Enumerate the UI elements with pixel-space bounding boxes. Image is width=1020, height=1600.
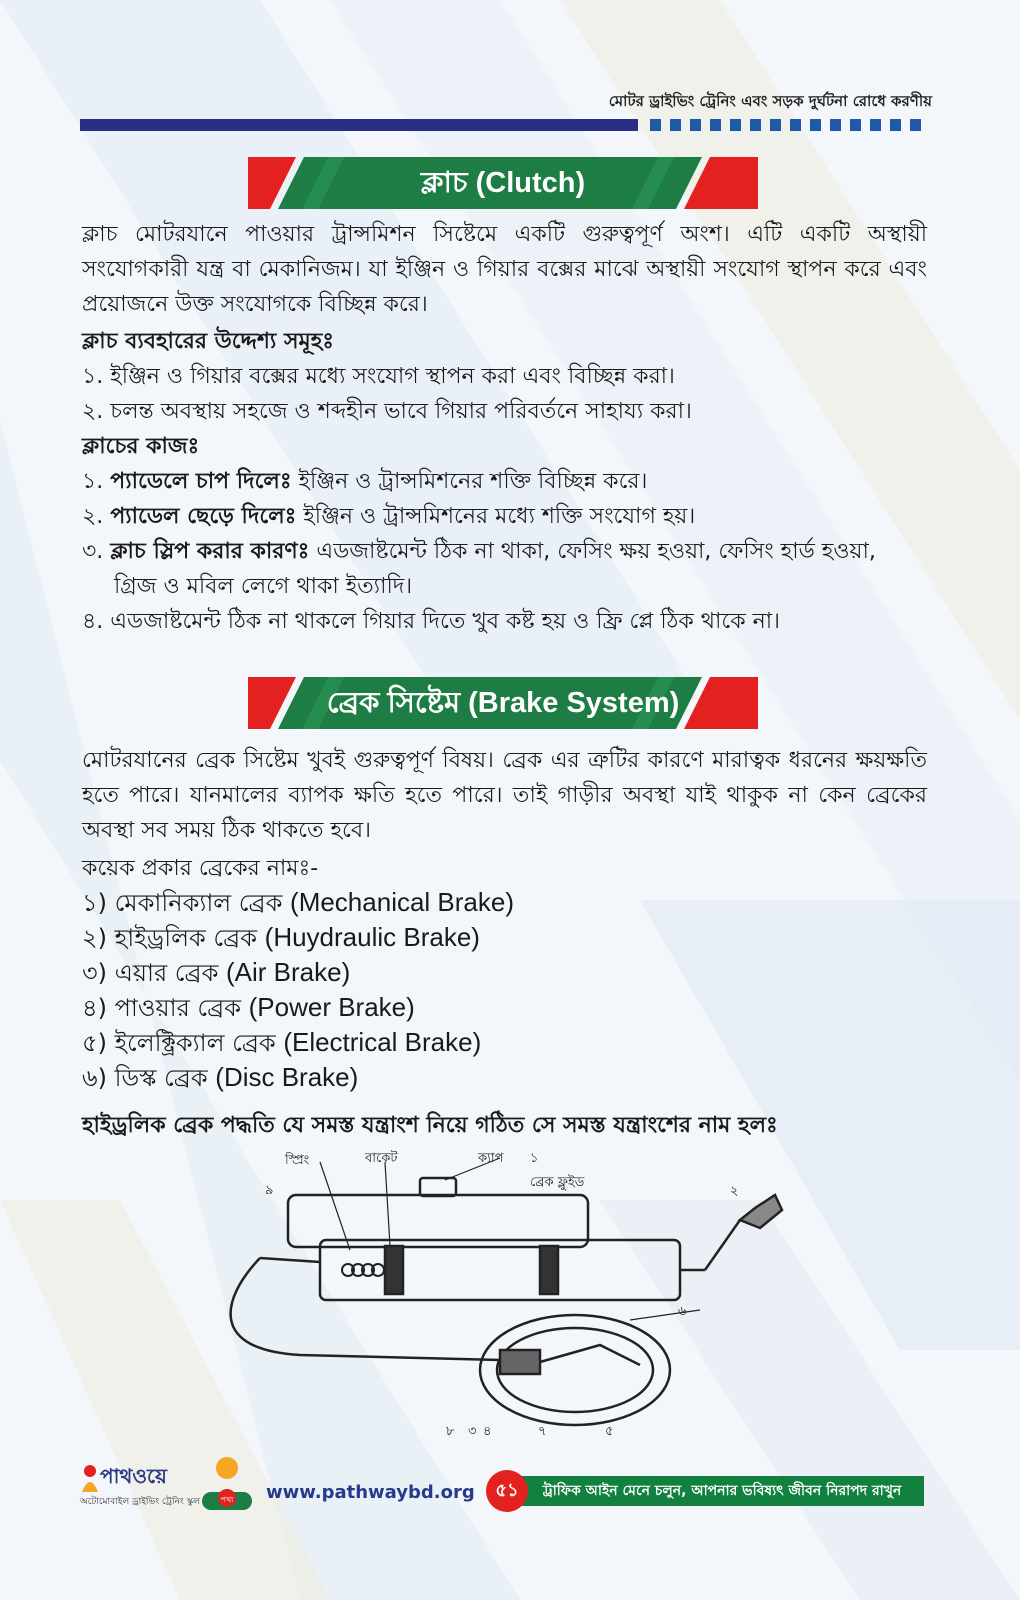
push-rod bbox=[705, 1220, 740, 1270]
brake-type-en: (Disc Brake) bbox=[215, 1062, 359, 1092]
person-icon bbox=[196, 1454, 258, 1516]
brake-type-item bbox=[82, 955, 350, 991]
clutch-functions-heading: ক্লাচের কাজঃ bbox=[82, 434, 200, 459]
brake-type-bn: ২) হাইড্রলিক ব্রেক bbox=[82, 924, 265, 952]
wheel-cylinder bbox=[500, 1350, 540, 1374]
hydraulic-parts-heading: হাইড্রলিক ব্রেক পদ্ধতি যে সমস্ত যন্ত্রাংশ নিয়ে গঠিত সে সমস্ত যন্ত্রাংশের নাম হলঃ bbox=[82, 1113, 778, 1138]
brake-type-item bbox=[82, 885, 514, 921]
clutch-intro: ক্লাচ মোটরযানে পাওয়ার ট্রান্সমিশন সিষ্টেমে একটি গুরুত্বপূর্ণ অংশ। এটি একটি অস্থায়ী সংযোগকারী যন্ত্র বা মেকানিজম। যা ইঞ্জিন ও গিয়ার বক্সের মাঝে অস্থায়ী সংযোগ স্থাপন করে এবং প্রয়োজনে উক্ত সংযোগকে বিচ্ছিন্ন করে। bbox=[82, 222, 927, 317]
filler-cap bbox=[420, 1178, 456, 1196]
brake-type-bn: ১) মেকানিক্যাল ব্রেক bbox=[82, 889, 291, 917]
piston-rear bbox=[540, 1246, 558, 1294]
clutch-purpose-heading: ক্লাচ ব্যবহারের উদ্দেশ্য সমূহঃ bbox=[82, 329, 334, 354]
brake-type-item bbox=[82, 1025, 481, 1061]
label-cap: ক্যাপ bbox=[478, 1151, 504, 1166]
footer-slogan: ট্রাফিক আইন মেনে চলুন, আপনার ভবিষ্যৎ জীবন নিরাপদ রাখুন bbox=[520, 1476, 924, 1506]
label-2: ২ bbox=[730, 1184, 739, 1199]
clutch-function-4 bbox=[82, 604, 780, 639]
brake-type-item bbox=[82, 1060, 358, 1096]
item-bold-label: প্যাডেলে চাপ দিলেঃ bbox=[110, 469, 292, 494]
clutch-purpose-1: ১. ইঞ্জিন ও গিয়ার বক্সের মধ্যে সংযোগ স্থাপন করা এবং বিচ্ছিন্ন করা। bbox=[82, 364, 675, 389]
brake-pedal bbox=[740, 1195, 782, 1228]
brake-intro: মোটরযানের ব্রেক সিষ্টেম খুবই গুরুত্বপূর্ণ বিষয়। ব্রেক এর ত্রুটির কারণে মারাত্বক ধরনের ক্ষয়ক্ষতি হতে পারে। যানমালের ব্যাপক ক্ষতি হতে পারে। তাই গাড়ীর অবস্থা যাই থাকুক না কেন ব্রেকের অবস্থা সব সময় ঠিক থাকতে হবে। bbox=[82, 748, 927, 843]
label-6: ৬ bbox=[678, 1304, 687, 1319]
brake-type-bn: ৩) এয়ার ব্রেক bbox=[82, 959, 227, 987]
logo-tagline: অটোমোবাইল ড্রাইভিং ট্রেনিং স্কুল bbox=[80, 1497, 200, 1507]
hydraulic-brake-diagram bbox=[200, 1150, 820, 1440]
label-4: ৪ bbox=[483, 1424, 492, 1439]
item-number: ৩. bbox=[82, 539, 104, 564]
clutch-function-3-continued: গ্রিজ ও মবিল লেগে থাকা ইত্যাদি। bbox=[114, 574, 413, 599]
label-1: ১ bbox=[530, 1151, 539, 1166]
brake-title: ব্রেক সিষ্টেম (Brake System) bbox=[326, 687, 680, 719]
clutch-title: ক্লাচ (Clutch) bbox=[420, 167, 586, 199]
item-bold-label: প্যাডেল ছেড়ে দিলেঃ bbox=[110, 504, 297, 529]
logo-name: পাথওয়ে bbox=[100, 1464, 167, 1488]
clutch-section-banner bbox=[248, 157, 758, 209]
return-spring bbox=[342, 1264, 384, 1276]
brake-type-en: (Power Brake) bbox=[248, 992, 415, 1022]
brake-types-heading: কয়েক প্রকার ব্রেকের নামঃ- bbox=[82, 856, 319, 881]
item-text: ইঞ্জিন ও ট্রান্সমিশনের শক্তি বিচ্ছিন্ন করে। bbox=[291, 469, 648, 494]
website-link[interactable]: www.pathwaybd.org bbox=[266, 1482, 475, 1503]
item-text: ইঞ্জিন ও ট্রান্সমিশনের মধ্যে শক্তি সংযোগ হয়। bbox=[296, 504, 696, 529]
brake-type-en: (Huydraulic Brake) bbox=[264, 922, 480, 952]
label-8: ৮ bbox=[446, 1424, 455, 1439]
item-bold-label: ক্লাচ স্লিপ করার কারণঃ bbox=[110, 539, 310, 564]
item-number: ২. bbox=[82, 504, 104, 529]
brake-type-en: (Electrical Brake) bbox=[283, 1027, 482, 1057]
item-text: এডজাষ্টমেন্ট ঠিক না থাকলে গিয়ার দিতে খুব কষ্ট হয় ও ফ্রি প্লে ঠিক থাকে না। bbox=[103, 609, 781, 634]
brake-type-bn: ৪) পাওয়ার ব্রেক bbox=[82, 994, 249, 1022]
brake-type-bn: ৬) ডিস্ক ব্রেক bbox=[82, 1064, 216, 1092]
label-fluid: ব্রেক ফ্লুইড bbox=[530, 1175, 585, 1190]
label-9: ৯ bbox=[265, 1183, 274, 1198]
pathway-logo bbox=[80, 1458, 200, 1518]
item-number: ১. bbox=[82, 469, 104, 494]
brake-type-en: (Mechanical Brake) bbox=[290, 887, 515, 917]
clutch-purpose-2: ২. চলন্ত অবস্থায় সহজে ও শব্দহীন ভাবে গিয়ার পরিবর্তনে সাহায্য করা। bbox=[82, 399, 692, 424]
brake-type-item bbox=[82, 990, 415, 1026]
running-header: মোটর ড্রাইভিং ট্রেনিং এবং সড়ক দুর্ঘটনা রোধে করণীয় bbox=[608, 92, 932, 110]
brake-type-item bbox=[82, 920, 480, 956]
item-number: ৪. bbox=[82, 609, 104, 634]
brake-type-en: (Air Brake) bbox=[226, 957, 351, 987]
header-rule bbox=[80, 119, 928, 131]
clutch-function-1 bbox=[82, 464, 647, 499]
clutch-function-2 bbox=[82, 499, 695, 534]
label-7: ৭ bbox=[538, 1424, 547, 1439]
page-number: ৫১ bbox=[486, 1470, 528, 1512]
label-spring: স্প্রিং bbox=[285, 1153, 310, 1168]
label-5: ৫ bbox=[605, 1424, 614, 1439]
label-bucket: বাকেট bbox=[365, 1151, 398, 1166]
badge-text: পথ্য bbox=[220, 1495, 234, 1504]
piston-bucket bbox=[385, 1246, 403, 1294]
pathway-logo-icon bbox=[80, 1464, 100, 1494]
item-text: এডজাষ্টমেন্ট ঠিক না থাকা, ফেসিং ক্ষয় হওয়া, ফেসিং হার্ড হওয়া, bbox=[309, 539, 876, 564]
brake-type-bn: ৫) ইলেক্ট্রিক্যাল ব্রেক bbox=[82, 1029, 284, 1057]
brake-section-banner bbox=[248, 677, 758, 729]
clutch-function-3 bbox=[82, 534, 876, 569]
brake-pipe bbox=[231, 1258, 500, 1360]
mascot-logo bbox=[196, 1454, 258, 1516]
label-3: ৩ bbox=[468, 1424, 477, 1439]
